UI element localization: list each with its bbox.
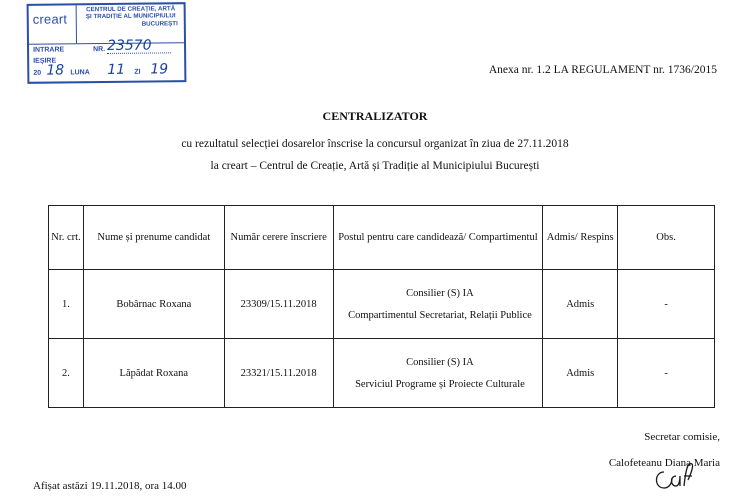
secretary-name: Calofeteanu Diana Maria	[608, 457, 720, 469]
header-nr: Nr. crt.	[49, 206, 84, 270]
row-result: Admis	[543, 270, 618, 339]
row-post-dept: Compartimentul Secretariat, Relații Publice	[348, 309, 532, 321]
handwritten-signature	[648, 458, 698, 498]
stamp-month-value: 11	[107, 61, 126, 78]
stamp-org-line-3: BUCUREȘTI	[141, 20, 178, 28]
header-result: Admis/ Respins	[543, 206, 618, 270]
stamp-nr-label: NR.	[93, 46, 106, 54]
registration-stamp	[27, 2, 187, 84]
stamp-logo: creart	[32, 11, 68, 27]
row-name: Bobârnac Roxana	[83, 270, 224, 339]
row-nr: 1.	[49, 270, 84, 339]
row-obs: -	[618, 339, 715, 408]
row-post-dept: Serviciul Programe și Proiecte Culturale	[355, 378, 525, 390]
stamp-entry-label: INTRARE	[33, 46, 65, 54]
document-subtitle-1: cu rezultatul selecției dosarelor înscrise la concursul organizat în ziua de 27.11.2018	[181, 138, 569, 150]
row-post-title: Consilier (S) IA	[406, 356, 474, 368]
stamp-divider	[76, 5, 77, 43]
stamp-year-value: 18	[46, 62, 65, 79]
row-nr: 2.	[49, 339, 84, 408]
stamp-day-value: 19	[150, 61, 169, 78]
header-obs: Obs.	[618, 206, 715, 270]
secretary-role: Secretar comisie,	[644, 431, 720, 443]
table-header-row	[49, 206, 715, 270]
row-result: Admis	[543, 339, 618, 408]
stamp-org-line-1: CENTRUL DE CREAȚIE, ARTĂ	[86, 5, 176, 14]
row-post-title: Consilier (S) IA	[406, 287, 474, 299]
header-name: Nume și prenume candidat	[83, 206, 224, 270]
stamp-nr-value: 23570	[106, 37, 152, 54]
row-request: 23321/15.11.2018	[224, 339, 333, 408]
document-subtitle-2: la creart – Centrul de Creație, Artă și Tradiție al Municipiului București	[210, 160, 540, 172]
stamp-nr-line	[107, 52, 171, 54]
document-title: CENTRALIZATOR	[322, 109, 428, 123]
stamp-year-prefix: 20	[33, 69, 42, 77]
row-post	[333, 339, 543, 408]
results-table	[48, 205, 715, 408]
row-post	[333, 270, 543, 339]
annex-reference: Anexa nr. 1.2 LA REGULAMENT nr. 1736/2015	[488, 64, 717, 76]
stamp-organization	[80, 5, 182, 28]
stamp-org-line-2: ȘI TRADIȚIE AL MUNICIPIULUI	[85, 12, 176, 21]
header-request: Număr cerere înscriere	[224, 206, 333, 270]
stamp-month-label: LUNA	[70, 69, 90, 77]
row-obs: -	[618, 270, 715, 339]
header-post: Postul pentru care candidează/ Compartimentul	[333, 206, 543, 270]
table-row	[49, 339, 715, 408]
row-name: Lăpădat Roxana	[83, 339, 224, 408]
posted-date: Afișat astăzi 19.11.2018, ora 14.00	[33, 480, 187, 492]
stamp-day-label: ZI	[134, 68, 141, 76]
stamp-exit-label: IEȘIRE	[33, 57, 57, 65]
row-request: 23309/15.11.2018	[224, 270, 333, 339]
table-row	[49, 270, 715, 339]
